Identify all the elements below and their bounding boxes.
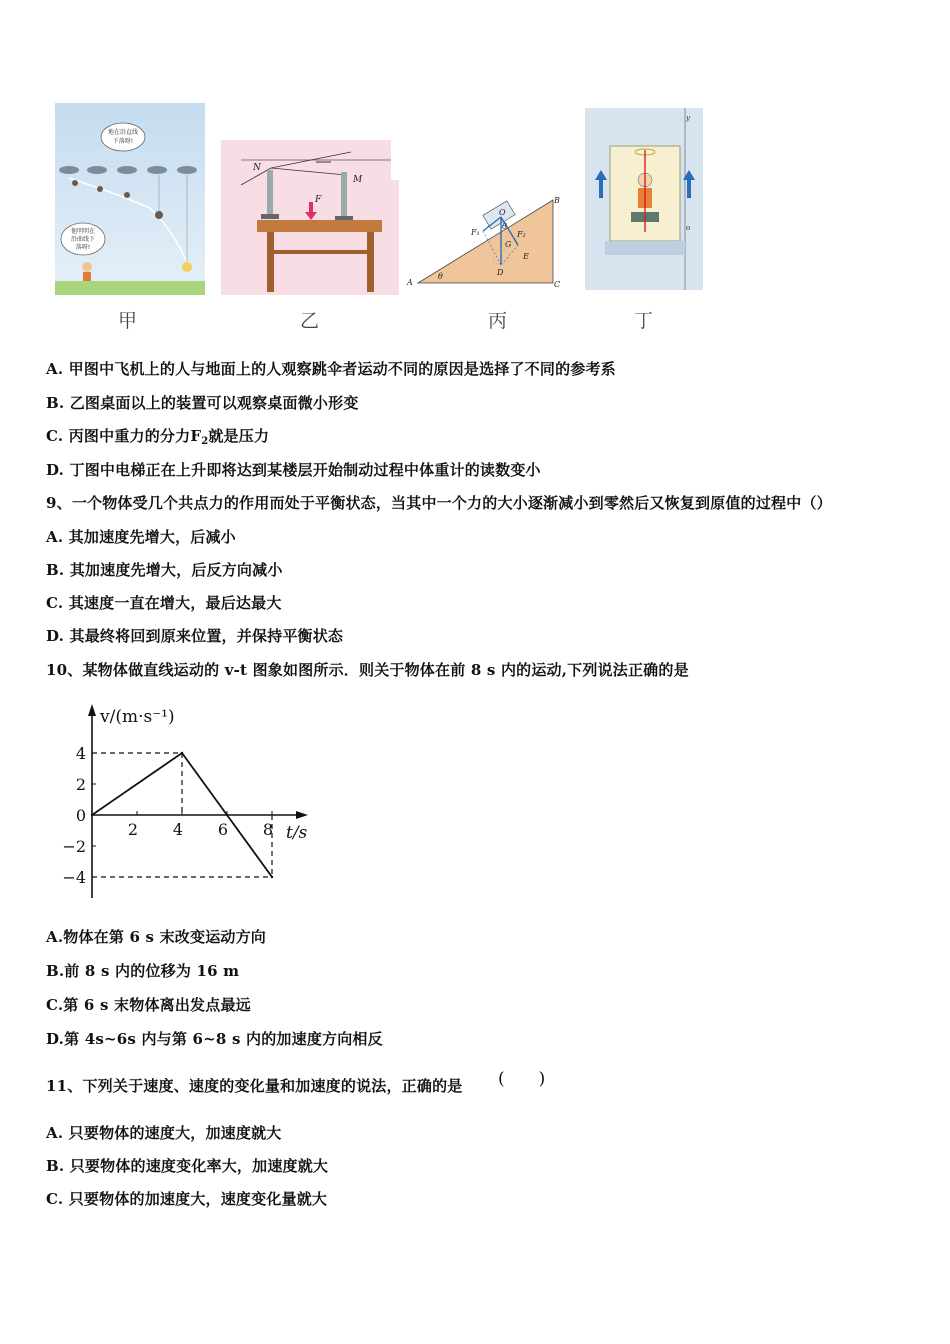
svg-text:地在沿直线: 地在沿直线 — [107, 129, 139, 136]
y-tick-label: 0 — [75, 806, 86, 825]
svg-text:B: B — [554, 196, 560, 205]
q9-stem: 9、一个物体受几个共点力的作用而处于平衡状态，当其中一个力的大小逐渐减小到零然后又恢复到原值的过程中（） — [46, 494, 832, 512]
figure-row — [0, 0, 950, 340]
svg-text:N: N — [253, 163, 261, 173]
svg-text:M: M — [353, 175, 363, 185]
data-point — [271, 876, 273, 878]
figure-bing — [403, 195, 568, 295]
q10-option-b: B.前 8 s 内的位移为 16 m — [46, 962, 240, 980]
y-axis-arrow — [88, 704, 96, 716]
svg-text:他明明在: 他明明在 — [70, 228, 96, 235]
svg-text:C: C — [554, 280, 561, 289]
x-tick-label: 2 — [127, 820, 139, 839]
x-axis-arrow — [296, 811, 308, 819]
data-point — [226, 814, 228, 816]
q9-option-c: C. 其速度一直在增大，最后达最大 — [46, 594, 282, 612]
q9-option-b: B. 其加速度先增大，后反方向减小 — [46, 561, 283, 579]
svg-text:F₂: F₂ — [517, 230, 526, 239]
q11-stem: 11、下列关于速度、速度的变化量和加速度的说法，正确的是 — [46, 1077, 463, 1095]
caption-ding: 丁 — [634, 310, 654, 332]
y-tick-label: −4 — [62, 868, 86, 887]
y-tick-label: −2 — [62, 837, 86, 856]
x-tick-label: 6 — [217, 820, 229, 839]
figure-ding — [585, 108, 703, 290]
y-tick-label: 4 — [75, 744, 86, 763]
svg-text:下落呀!: 下落呀! — [112, 138, 134, 145]
x-tick-label: 8 — [262, 820, 274, 839]
q11-option-b: B. 只要物体的速度变化率大，加速度就大 — [46, 1157, 329, 1175]
svg-text:落呀!: 落呀! — [75, 244, 91, 251]
q10-option-c: C.第 6 s 末物体离出发点最远 — [46, 996, 251, 1014]
svg-text:θ: θ — [438, 272, 443, 281]
q8-option-c-text: C. 丙图中重力的分力 — [46, 427, 191, 445]
q10-stem: 10、某物体做直线运动的 v-t 图象如图所示．则关于物体在前 8 s 内的运动,下列说法正确的是 — [46, 661, 689, 679]
q11-option-c: C. 只要物体的加速度大，速度变化量就大 — [46, 1190, 328, 1208]
svg-text:F: F — [315, 195, 322, 205]
svg-text:O: O — [499, 208, 506, 217]
q8-option-c-tail: 就是压力 — [208, 427, 270, 445]
svg-text:F₁: F₁ — [471, 228, 480, 237]
data-point — [181, 752, 183, 754]
svg-text:y: y — [686, 114, 690, 122]
q9-option-a: A. 其加速度先增大，后减小 — [46, 528, 236, 546]
svg-text:沿曲线下: 沿曲线下 — [70, 236, 96, 243]
q8-option-d: D. 丁图中电梯正在上升即将达到某楼层开始制动过程中体重计的读数变小 — [46, 461, 541, 479]
svg-text:θ: θ — [502, 222, 507, 231]
q8-option-b: B. 乙图桌面以上的装置可以观察桌面微小形变 — [46, 394, 359, 412]
caption-yi: 乙 — [300, 310, 320, 332]
q11-option-a: A. 只要物体的速度大，加速度就大 — [46, 1124, 282, 1142]
q9-option-d: D. 其最终将回到原来位置，并保持平衡状态 — [46, 627, 344, 645]
caption-jia: 甲 — [118, 310, 138, 332]
caption-bing: 丙 — [488, 310, 508, 332]
svg-text:D: D — [497, 268, 504, 277]
figure-jia — [55, 103, 205, 295]
svg-text:G: G — [505, 240, 512, 249]
vt-chart — [60, 700, 320, 905]
svg-text:o: o — [686, 224, 691, 232]
q8-option-a: A. 甲图中飞机上的人与地面上的人观察跳伞者运动不同的原因是选择了不同的参考系 — [46, 360, 616, 378]
y-tick-label: 2 — [75, 775, 86, 794]
q10-option-d: D.第 4s~6s 内与第 6~8 s 内的加速度方向相反 — [46, 1030, 383, 1048]
x-axis-label: t/s — [286, 823, 308, 843]
q8-option-c-symbol: F — [190, 427, 202, 445]
x-tick-label: 4 — [172, 820, 184, 839]
y-axis-label: v/(m·s⁻¹) — [100, 707, 175, 727]
figure-yi — [221, 140, 399, 295]
q8-option-c — [46, 426, 269, 452]
svg-text:E: E — [523, 252, 529, 261]
q10-option-a: A.物体在第 6 s 末改变运动方向 — [46, 928, 267, 946]
data-point — [91, 814, 93, 816]
q8-option-c-subscript: 2 — [201, 436, 209, 447]
q11-answer-paren: ( ) — [498, 1069, 546, 1089]
svg-text:A: A — [407, 278, 413, 287]
